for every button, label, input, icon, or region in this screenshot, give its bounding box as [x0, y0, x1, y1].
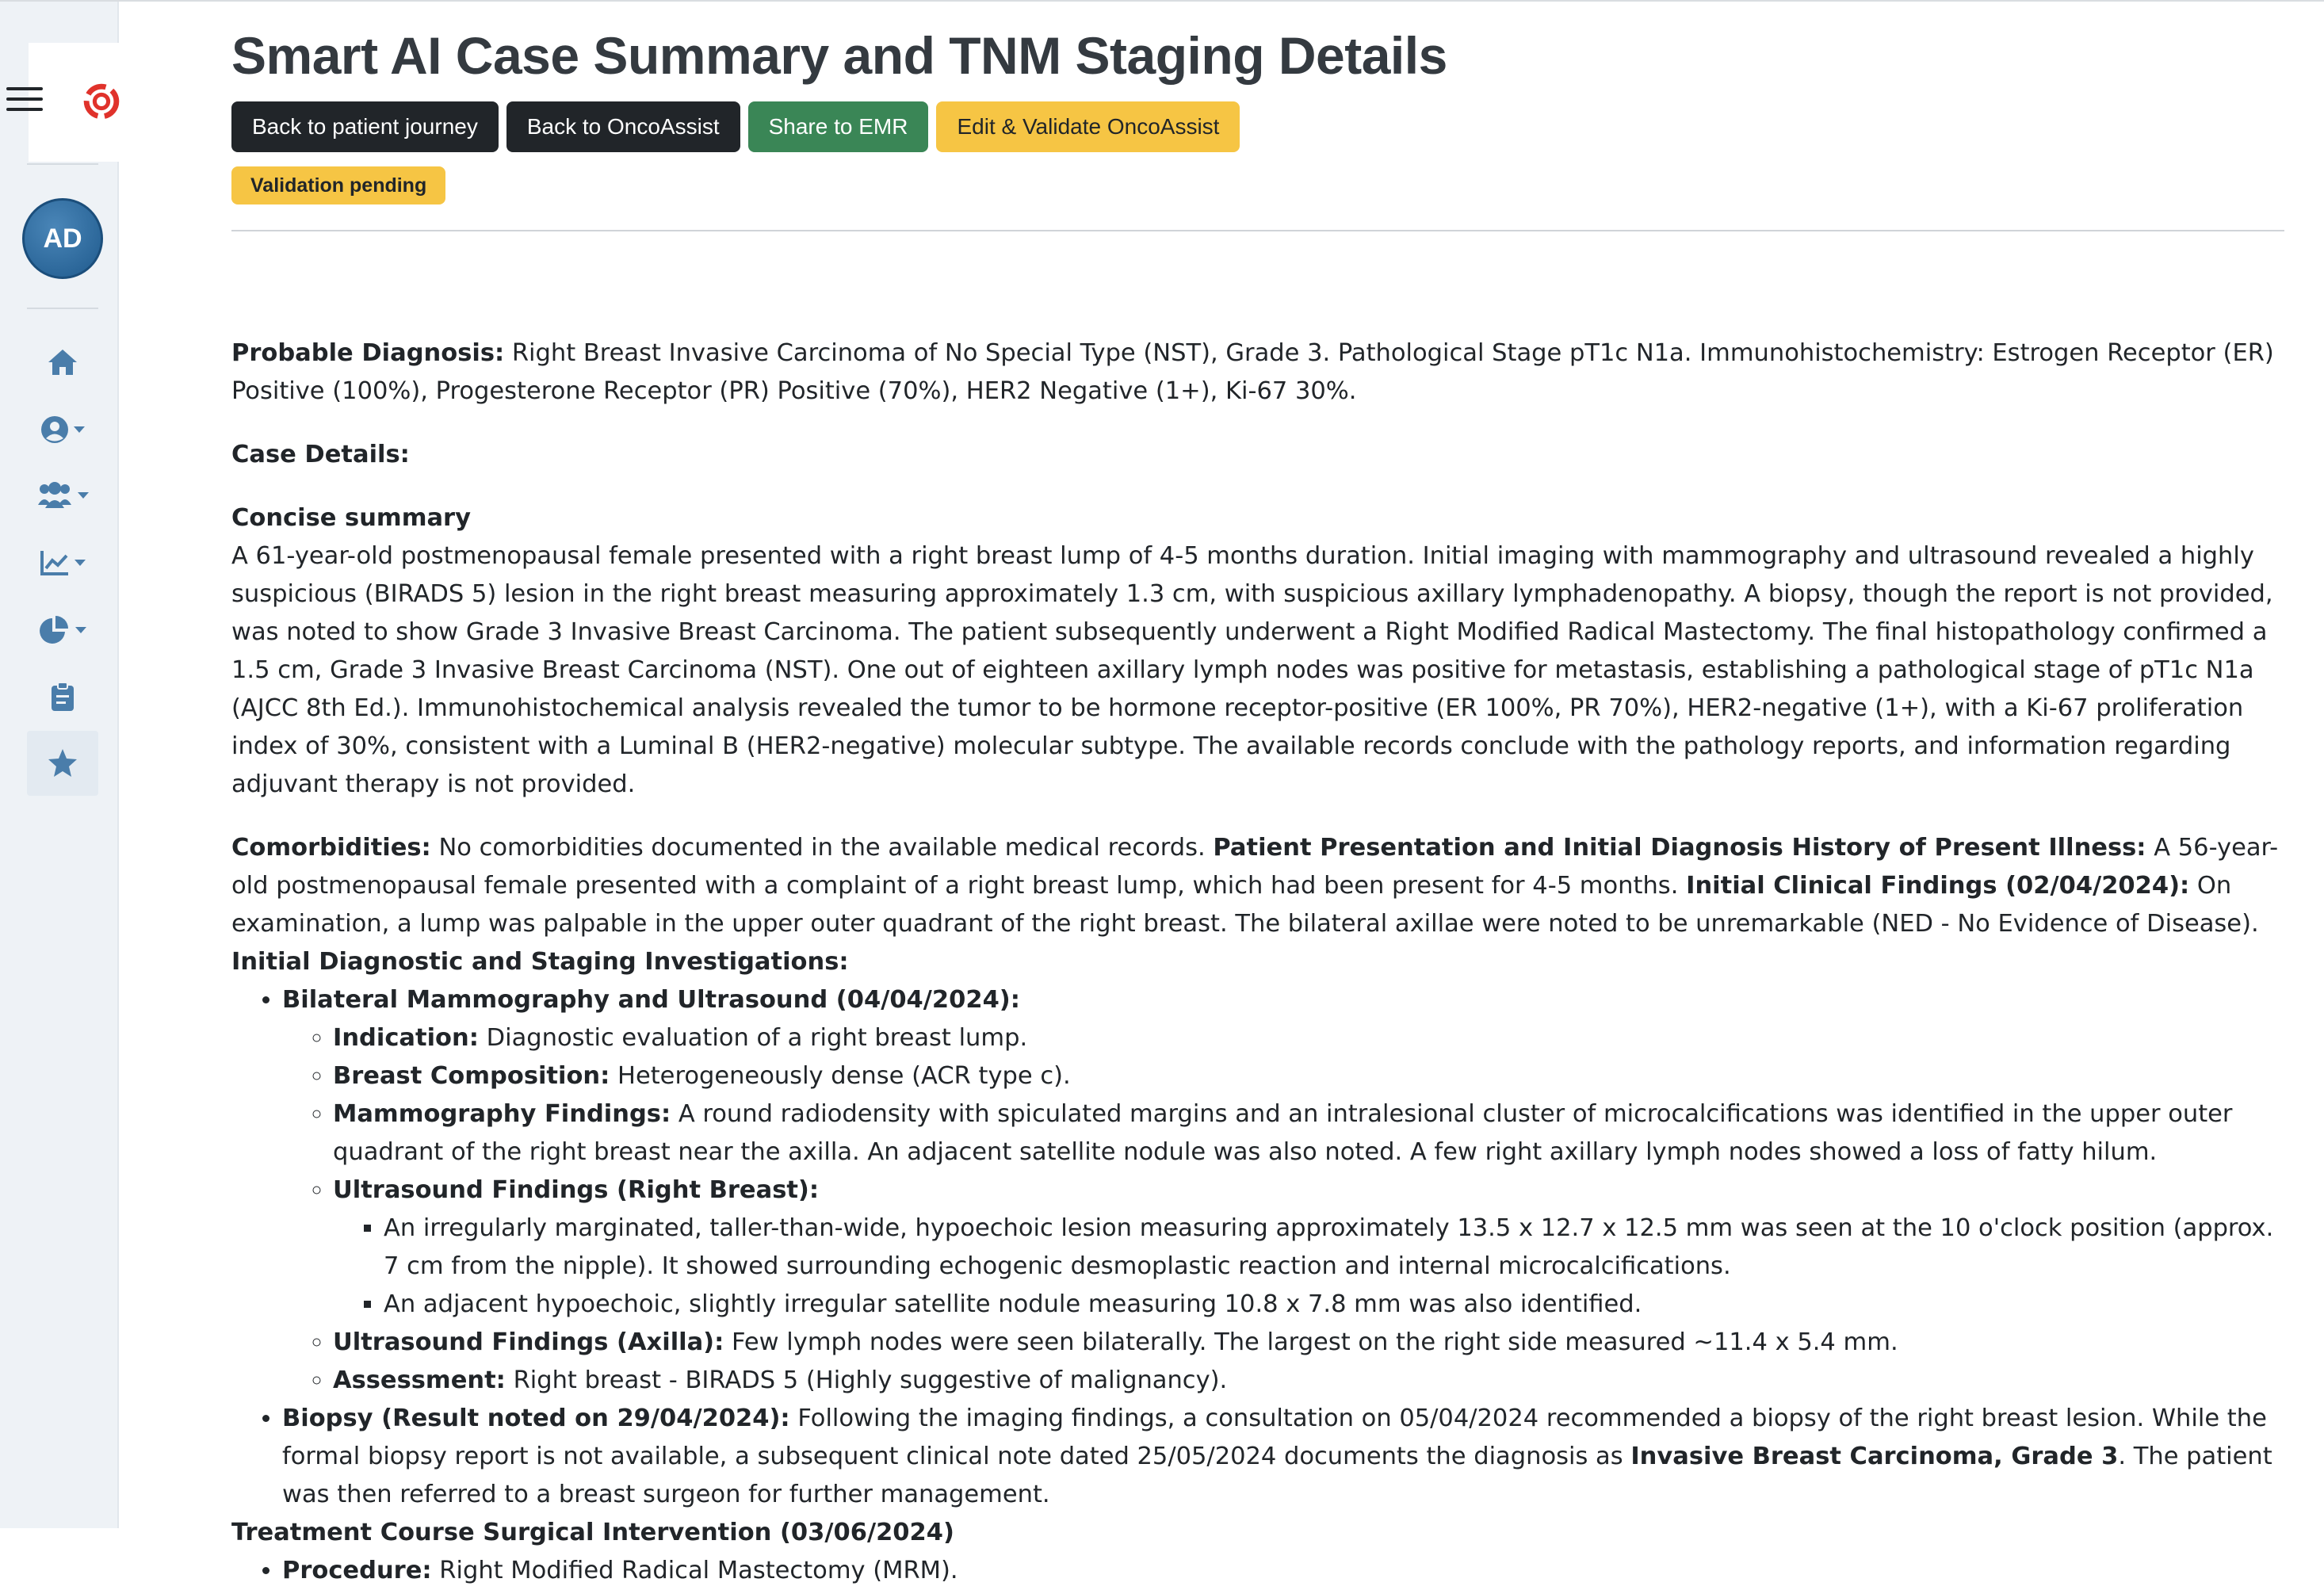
case-details-heading: Case Details:: [231, 441, 410, 468]
case-summary: [231, 334, 2292, 1590]
composition-text: Heterogeneously dense (ACR type c).: [610, 1062, 1071, 1090]
back-to-oncoassist-button[interactable]: Back to OncoAssist: [506, 101, 740, 152]
comorbidities-label: Comorbidities:: [231, 834, 431, 862]
biopsy-label: Biopsy (Result noted on 29/04/2024):: [282, 1405, 790, 1432]
biopsy-text: Following the imaging findings, a consultation on 05/04/2024 recommended a biopsy of the right breast lesion. While the formal biopsy report is not available, a subsequent clinical note dated 25/05/2024 documents the diagnosis as: [282, 1405, 2267, 1470]
diagnosis-label: Probable Diagnosis:: [231, 339, 505, 367]
main-content: [231, 0, 2292, 1584]
comorbidities-text: No comorbidities documented in the available medical records.: [430, 834, 1214, 862]
procedure-label: Procedure:: [282, 1557, 432, 1584]
list-item: [333, 1324, 2292, 1362]
hamburger-menu-icon[interactable]: [6, 87, 43, 119]
edit-validate-button[interactable]: Edit & Validate OncoAssist: [936, 101, 1240, 152]
comorbidities-section: [231, 829, 2292, 981]
chart-line-icon[interactable]: [27, 535, 98, 591]
biopsy-diagnosis: Invasive Breast Carcinoma, Grade 3: [1630, 1443, 2119, 1470]
sidebar-divider: [27, 308, 98, 309]
concise-summary: [231, 499, 2292, 804]
status-badge: Validation pending: [231, 166, 445, 204]
staging-label: Initial Diagnostic and Staging Investigations:: [231, 948, 849, 976]
sidebar-divider: [27, 163, 98, 165]
home-icon[interactable]: [27, 334, 98, 390]
concise-summary-heading: Concise summary: [231, 504, 471, 532]
mammo-details-list: [333, 1019, 2292, 1400]
user-circle-icon[interactable]: [27, 402, 98, 457]
us-axilla-text: Few lymph nodes were seen bilaterally. The largest on the right side measured ~11.4 x 5.4 mm.: [724, 1328, 1898, 1356]
avatar[interactable]: AD: [22, 198, 103, 279]
list-item: [333, 1095, 2292, 1171]
procedure-text: Right Modified Radical Mastectomy (MRM).: [431, 1557, 958, 1584]
concise-summary-text: A 61-year-old postmenopausal female presented with a right breast lump of 4-5 months duration. Initial imaging with mammography and ultrasound revealed a highly suspicious (BIRADS 5) lesion in the right breast measuring approximately 1.3 cm, with suspicious axillary lymphadenopathy. A biopsy, though the report is not provided, was noted to show Grade 3 Invasive Breast Carcinoma. The patient subsequently underwent a Right Modified Radical Mastectomy. The final histopathology confirmed a 1.5 cm, Grade 3 Invasive Breast Carcinoma (NST). One out of eighteen axillary lymph nodes was positive for metastasis, establishing a pathological stage of pT1c N1a (AJCC 8th Ed.). Immunohistochemical analysis revealed the tumor to be hormone receptor-positive (ER 100%, PR 70%), HER2-negative (1+), with a Ki-67 proliferation index of 30%, consistent with a Luminal B (HER2-negative) molecular subtype. The available records conclude with the pathology reports, and information regarding adjuvant therapy is not provided.: [231, 542, 2273, 798]
divider: [231, 230, 2284, 231]
indication-label: Indication:: [333, 1024, 479, 1052]
list-item: [333, 1362, 2292, 1400]
sidebar: [0, 2, 119, 1528]
indication-text: Diagnostic evaluation of a right breast lump.: [478, 1024, 1028, 1052]
biopsy-tail: . The patient was then referred to a breast surgeon for further management.: [282, 1443, 2272, 1508]
presentation-text: A 56-year-old postmenopausal female presented with a complaint of a right breast lump, which had been present for 4-5 months.: [231, 834, 2279, 900]
list-item: [282, 981, 2292, 1400]
list-item: [333, 1019, 2292, 1057]
assessment-text: Right breast - BIRADS 5 (Highly suggestive of malignancy).: [505, 1366, 1228, 1394]
page-title: Smart AI Case Summary and TNM Staging Details: [231, 26, 1447, 85]
us-axilla-label: Ultrasound Findings (Axilla):: [333, 1328, 724, 1356]
clipboard-icon[interactable]: [27, 669, 98, 724]
treatment-list: [282, 1552, 2292, 1590]
list-item: [282, 1552, 2292, 1590]
list-item: [333, 1057, 2292, 1095]
diagnosis-text: Right Breast Invasive Carcinoma of No Special Type (NST), Grade 3. Pathological Stage pT1c N1a. Immunohistochemistry: Estrogen Receptor (ER) Positive (100%), Progesterone Receptor (PR) Positive (70%), HER2 Negative (1+), Ki-67 30%.: [231, 339, 2274, 405]
presentation-label: Patient Presentation and Initial Diagnosis History of Present Illness:: [1213, 834, 2146, 862]
mammo-findings-text: A round radiodensity with spiculated margins and an intralesional cluster of microcalcifications was identified in the upper outer quadrant of the right breast near the axilla. An adjacent satellite nodule was also noted. A few right axillary lymph nodes showed a loss of fatty hilum.: [333, 1100, 2233, 1166]
mammo-findings-label: Mammography Findings:: [333, 1100, 671, 1128]
us-breast-label: Ultrasound Findings (Right Breast):: [333, 1176, 820, 1204]
list-item: ▪ An irregularly marginated, taller-than-wide, hypoechoic lesion measuring approximately 13.5 x 12.7 x 12.5 mm was seen at the 10 o'clock position (approx. 7 cm from the nipple). It showed surrounding echogenic desmoplastic reaction and internal microcalcifications.: [384, 1210, 2292, 1286]
investigations-list: [282, 981, 2292, 1514]
mammo-heading: Bilateral Mammography and Ultrasound (04/04/2024):: [282, 986, 1020, 1014]
list-item: ▪ An adjacent hypoechoic, slightly irregular satellite nodule measuring 10.8 x 7.8 mm was also identified.: [384, 1286, 2292, 1324]
probable-diagnosis: [231, 334, 2292, 411]
share-to-emr-button[interactable]: Share to EMR: [748, 101, 929, 152]
clinical-findings-text: On examination, a lump was palpable in the upper outer quadrant of the right breast. The bilateral axillae were noted to be unremarkable (NED - No Evidence of Disease).: [231, 872, 2259, 938]
back-to-patient-journey-button[interactable]: Back to patient journey: [231, 101, 499, 152]
brand-logo-icon: [82, 82, 120, 120]
treatment-heading: Treatment Course Surgical Intervention (03/06/2024): [231, 1519, 954, 1546]
action-buttons: [231, 101, 1240, 152]
star-icon[interactable]: [27, 731, 98, 796]
chart-pie-icon[interactable]: [27, 602, 98, 658]
assessment-label: Assessment:: [333, 1366, 506, 1394]
composition-label: Breast Composition:: [333, 1062, 610, 1090]
list-item: [333, 1171, 2292, 1324]
list-item: [282, 1400, 2292, 1514]
us-breast-list: [384, 1210, 2292, 1324]
users-icon[interactable]: [27, 468, 98, 523]
clinical-findings-label: Initial Clinical Findings (02/04/2024):: [1686, 872, 2190, 900]
